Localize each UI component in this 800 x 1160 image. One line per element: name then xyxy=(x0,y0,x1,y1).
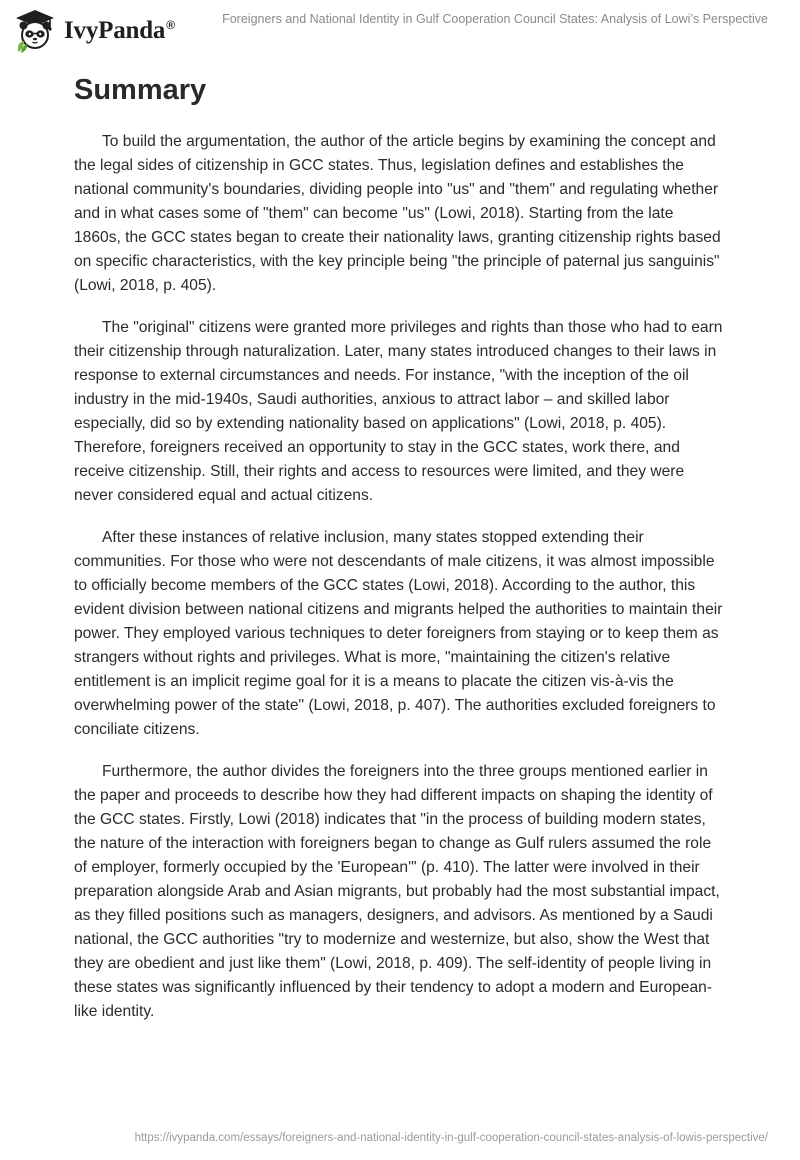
brand-logo[interactable] xyxy=(12,8,175,54)
panda-graduate-icon xyxy=(12,8,58,54)
paragraph-2: The "original" citizens were granted more privileges and rights than those who had to earn their citizenship through naturalization. Later, many states introduced changes to their laws in response to external circumstances and needs. For instance, "with the inception of the oil industry in the mid-1940s, Saudi authorities, anxious to attract labor – and skilled labor especially, did so by extending nationality based on applications" (Lowi, 2018, p. 405). Therefore, foreigners received an opportunity to stay in the GCC states, work there, and receive citizenship. Still, their rights and access to resources were limited, and they were never considered equal and actual citizens. xyxy=(74,319,723,504)
paragraph-4: Furthermore, the author divides the foreigners into the three groups mentioned earlier in the paper and proceeds to describe how they had different impacts on shaping the identity of the GCC states. Firstly, Lowi (2018) indicates that "in the process of building modern states, the nature of the interaction with foreigners began to change as Gulf rulers assumed the role of employer, formerly occupied by the 'European'" (p. 410). The latter were involved in their preparation alongside Arab and Asian migrants, but probably had the most substantial impact, as they filled positions such as managers, designers, and advisors. As mentioned by a Saudi national, the GCC authorities "try to modernize and westernize, but also, show the West that they are obedient and just like them" (Lowi, 2018, p. 409). The self-identity of people living in these states was significantly influenced by their tendency to adopt a modern and European-like identity. xyxy=(74,763,720,1020)
registered-mark: ® xyxy=(166,17,175,32)
paragraph-3: After these instances of relative inclusion, many states stopped extending their communities. For those who were not descendants of male citizens, it was almost impossible to officially become members of the GCC states (Lowi, 2018). According to the author, this evident division between national citizens and migrants helped the authorities to maintain their power. They employed various techniques to deter foreigners from staying or to keep them as strangers without rights and privileges. What is more, "maintaining the citizen's relative entitlement is an implicit regime goal for it is a means to placate the citizen vis-à-vis the overwhelming power of the state" (Lowi, 2018, p. 407). The authorities excluded foreigners to conciliate citizens. xyxy=(74,529,723,738)
page-header xyxy=(0,0,800,60)
paragraph-1: To build the argumentation, the author of the article begins by examining the concept and the legal sides of citizenship in GCC states. Thus, legislation defines and establishes the national community's boundaries, dividing people into "us" and "them" and regulating whether and in what cases some of "them" can become "us" (Lowi, 2018). Starting from the late 1860s, the GCC states began to create their nationality laws, granting citizenship rights based on specific characteristics, with the key principle being "the principle of paternal jus sanguinis" (Lowi, 2018, p. 405). xyxy=(74,133,721,294)
footer-url-link[interactable]: https://ivypanda.com/essays/foreigners-and-national-identity-in-gulf-cooperation-council-states-analysis-of-lowis-perspective/ xyxy=(134,1132,768,1144)
document-title: Foreigners and National Identity in Gulf Cooperation Council States: Analysis of Lowi’s Perspective xyxy=(222,12,768,26)
main-content xyxy=(74,72,724,1042)
section-heading: Summary xyxy=(74,74,207,106)
brand-name: IvyPanda® xyxy=(64,17,175,44)
